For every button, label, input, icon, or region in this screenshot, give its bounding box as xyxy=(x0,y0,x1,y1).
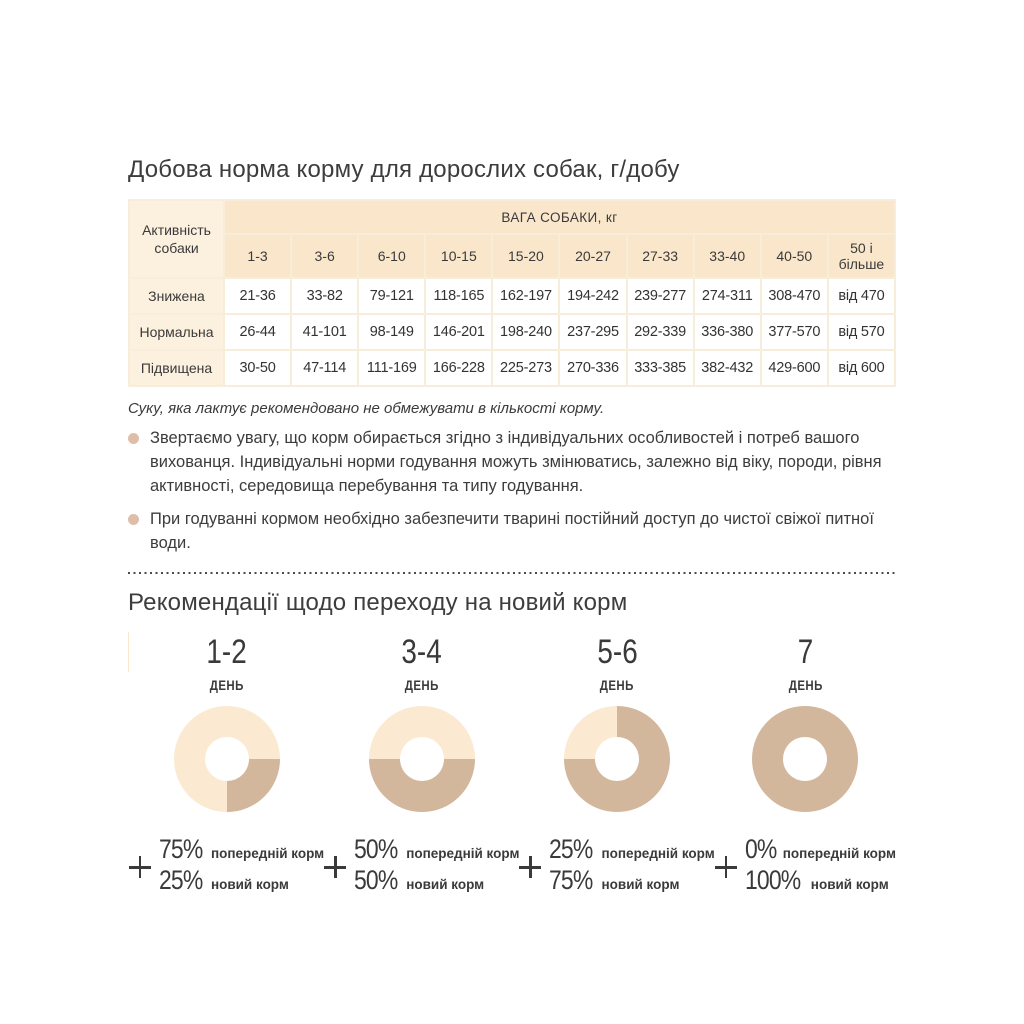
plus-icon xyxy=(324,856,346,878)
step-day-label: ДЕНЬ xyxy=(209,677,244,693)
new-food-line xyxy=(745,867,896,898)
table-cell: 239-277 xyxy=(628,279,693,313)
new-label: новий корм xyxy=(210,877,289,892)
prev-label: попередній корм xyxy=(782,846,896,861)
activity-row-label: Нормальна xyxy=(130,315,223,349)
activity-row-label: Підвищена xyxy=(130,351,223,385)
activity-row-label: Знижена xyxy=(130,279,223,313)
table-cell: 377-570 xyxy=(762,315,827,349)
bullet-dot-icon xyxy=(128,433,139,444)
table-cell: 21-36 xyxy=(225,279,290,313)
table-row xyxy=(130,279,894,313)
table-cell: 194-242 xyxy=(560,279,625,313)
step-day-label: ДЕНЬ xyxy=(404,677,439,693)
step-days xyxy=(202,632,251,672)
prev-pct: 50% xyxy=(354,834,398,864)
weight-header: ВАГА СОБАКИ, кг xyxy=(225,201,894,233)
weight-column-header: 50 і більше xyxy=(829,235,894,277)
prev-pct: 0% xyxy=(744,834,777,864)
new-food-line xyxy=(549,867,714,898)
table-cell: 30-50 xyxy=(225,351,290,385)
transition-title: Рекомендації щодо переходу на новий корм xyxy=(128,589,628,616)
step-days-text: 5-6 xyxy=(596,633,638,671)
step-percentages xyxy=(324,836,519,898)
step-days-text: 7 xyxy=(797,633,814,671)
step-percentages xyxy=(519,836,714,898)
table-cell: 162-197 xyxy=(493,279,558,313)
table-cell: 146-201 xyxy=(426,315,491,349)
prev-food-line xyxy=(745,836,896,867)
new-pct: 100% xyxy=(744,865,801,895)
weight-column-header: 33-40 xyxy=(695,235,760,277)
table-cell: 308-470 xyxy=(762,279,827,313)
table-cell: 274-311 xyxy=(695,279,760,313)
transition-step xyxy=(519,632,714,898)
table-cell: 111-169 xyxy=(359,351,424,385)
table-cell: 429-600 xyxy=(762,351,827,385)
prev-pct: 75% xyxy=(158,834,203,864)
lactation-note: Суку, яка лактує рекомендовано не обмежувати в кількості корму. xyxy=(128,400,605,417)
weight-column-header: 6-10 xyxy=(359,235,424,277)
weight-column-header: 3-6 xyxy=(292,235,357,277)
step-days-text: 3-4 xyxy=(401,633,442,671)
new-food-line xyxy=(159,867,324,898)
new-label: новий корм xyxy=(810,877,889,892)
transition-steps xyxy=(128,632,896,898)
table-cell: від 600 xyxy=(829,351,894,385)
transition-step xyxy=(324,632,519,898)
bullet-list xyxy=(128,426,896,555)
table-cell: 166-228 xyxy=(426,351,491,385)
step-percentages xyxy=(715,836,896,898)
bullet-dot-icon xyxy=(128,514,139,525)
bullet-text: При годуванні кормом необхідно забезпечити тварині постійний доступ до чистої свіжої питної води. xyxy=(150,510,874,552)
prev-food-line xyxy=(354,836,519,867)
pct-lines xyxy=(159,836,324,898)
table-cell: 118-165 xyxy=(426,279,491,313)
plus-icon xyxy=(519,856,541,878)
table-row xyxy=(130,315,894,349)
weight-column-header: 27-33 xyxy=(628,235,693,277)
step-day-label-wrap xyxy=(206,677,247,693)
weight-column-header: 10-15 xyxy=(426,235,491,277)
feeding-table-head xyxy=(130,201,894,277)
table-cell: 382-432 xyxy=(695,351,760,385)
donut-chart xyxy=(174,706,280,812)
transition-step xyxy=(715,632,896,898)
new-food-line xyxy=(354,867,519,898)
plus-icon xyxy=(129,856,151,878)
table-cell: 292-339 xyxy=(628,315,693,349)
page-content xyxy=(128,0,896,898)
pct-lines xyxy=(354,836,519,898)
step-days xyxy=(397,632,446,672)
step-day-label-wrap xyxy=(401,677,442,693)
donut-chart xyxy=(752,706,858,812)
step-percentages xyxy=(129,836,324,898)
table-cell: від 570 xyxy=(829,315,894,349)
table-cell: 333-385 xyxy=(628,351,693,385)
prev-label: попередній корм xyxy=(406,846,520,861)
prev-food-line xyxy=(549,836,714,867)
table-cell: 270-336 xyxy=(560,351,625,385)
table-header-row-1 xyxy=(130,201,894,233)
prev-label: попередній корм xyxy=(601,846,715,861)
table-cell: 33-82 xyxy=(292,279,357,313)
new-pct: 75% xyxy=(549,865,593,895)
donut-chart xyxy=(564,706,670,812)
step-day-label-wrap xyxy=(596,677,637,693)
table-cell: 336-380 xyxy=(695,315,760,349)
donut-chart xyxy=(369,706,475,812)
new-label: новий корм xyxy=(406,877,485,892)
table-cell: 79-121 xyxy=(359,279,424,313)
weight-column-header: 1-3 xyxy=(225,235,290,277)
step-day-label: ДЕНЬ xyxy=(600,677,635,693)
new-pct: 50% xyxy=(354,865,398,895)
table-cell: від 470 xyxy=(829,279,894,313)
table-cell: 26-44 xyxy=(225,315,290,349)
bullet-text: Звертаємо увагу, що корм обирається згідно з індивідуальних особливостей і потреб вашого вихованця. Індивідуальні норми годування можуть змінюватись, залежно від віку, породи, рівня активності, середовища перебування та типу годування. xyxy=(150,429,882,495)
table-cell: 237-295 xyxy=(560,315,625,349)
pct-lines xyxy=(549,836,714,898)
feeding-table xyxy=(128,199,896,387)
feeding-table-body xyxy=(130,279,894,385)
table-row xyxy=(130,351,894,385)
weight-column-header: 40-50 xyxy=(762,235,827,277)
pct-lines xyxy=(745,836,896,898)
step-days-text: 1-2 xyxy=(206,633,247,671)
transition-step xyxy=(129,632,324,898)
feeding-table-title: Добова норма корму для дорослих собак, г/добу xyxy=(128,156,680,183)
weight-column-header: 20-27 xyxy=(560,235,625,277)
table-cell: 47-114 xyxy=(292,351,357,385)
step-day-label-wrap xyxy=(785,677,826,693)
weight-columns-row xyxy=(130,235,894,277)
prev-food-line xyxy=(159,836,324,867)
bullet-item xyxy=(128,507,896,555)
table-cell: 98-149 xyxy=(359,315,424,349)
prev-label: попередній корм xyxy=(210,846,325,861)
plus-icon xyxy=(715,856,737,878)
step-days xyxy=(593,632,642,672)
new-label: новий корм xyxy=(601,877,680,892)
dotted-divider xyxy=(128,572,896,574)
step-day-label: ДЕНЬ xyxy=(788,677,823,693)
table-cell: 198-240 xyxy=(493,315,558,349)
new-pct: 25% xyxy=(158,865,203,895)
step-days xyxy=(796,632,815,672)
bullet-item xyxy=(128,426,896,498)
table-cell: 225-273 xyxy=(493,351,558,385)
table-cell: 41-101 xyxy=(292,315,357,349)
prev-pct: 25% xyxy=(549,834,593,864)
weight-column-header: 15-20 xyxy=(493,235,558,277)
activity-corner-label: Активність собаки xyxy=(130,201,223,277)
